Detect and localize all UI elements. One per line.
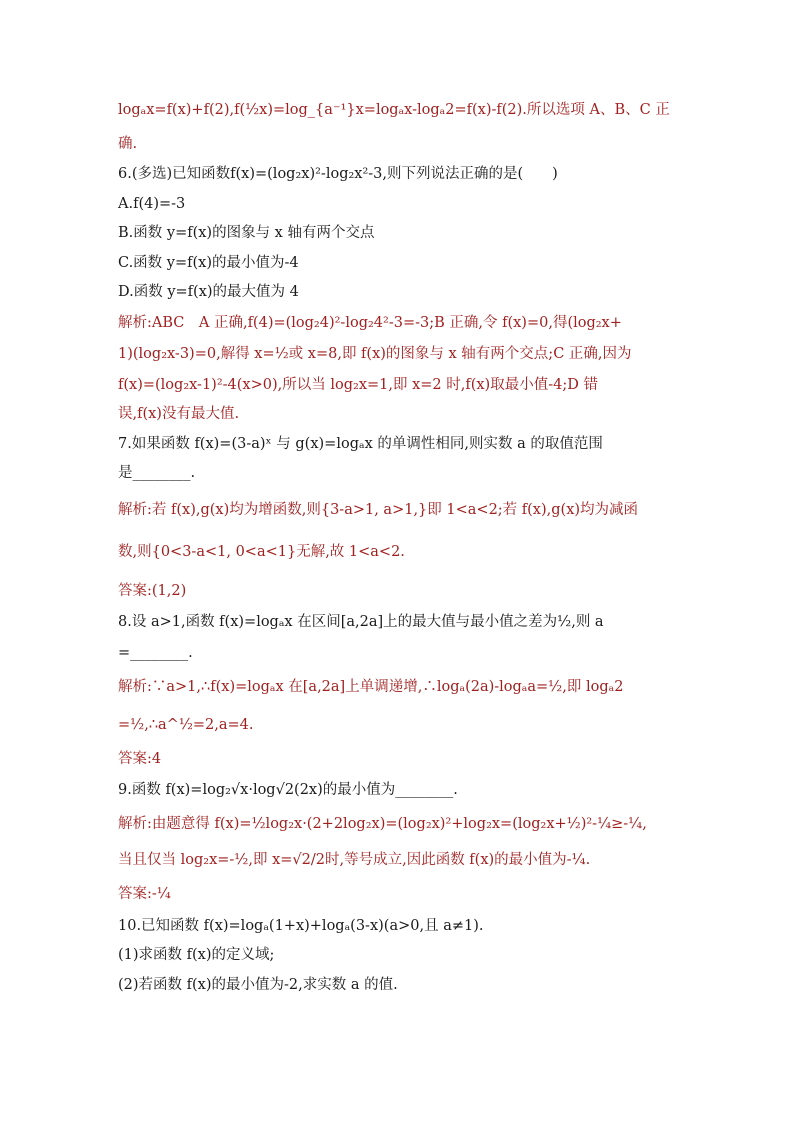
question-10-part-1: (1)求函数 f(x)的定义域; bbox=[118, 947, 275, 963]
question-9: 9.函数 f(x)=log₂√x·log√2(2x)的最小值为________. bbox=[118, 782, 458, 798]
q9-solution-line-2: 当且仅当 log₂x=-½,即 x=√2/2时,等号成立,因此函数 f(x)的最小值为-¼. bbox=[118, 852, 591, 868]
q8-answer: 答案:4 bbox=[118, 751, 162, 767]
q6-solution-line-3: f(x)=(log₂x-1)²-4(x>0),所以当 log₂x=1,即 x=2 时,f(x)取最小值-4;D 错 bbox=[118, 377, 598, 393]
question-10: 10.已知函数 f(x)=logₐ(1+x)+logₐ(3-x)(a>0,且 a≠1). bbox=[118, 918, 484, 934]
question-10-part-2: (2)若函数 f(x)的最小值为-2,求实数 a 的值. bbox=[118, 977, 398, 993]
q6-option-a: A.f(4)=-3 bbox=[118, 196, 186, 212]
q8-solution-line-2: =½,∴a^½=2,a=4. bbox=[118, 717, 254, 733]
question-7-line-1: 7.如果函数 f(x)=(3-a)ˣ 与 g(x)=logₐx 的单调性相同,则实数 a 的取值范围 bbox=[118, 436, 603, 452]
q9-solution-line-1: 解析:由题意得 f(x)=½log₂x·(2+2log₂x)=(log₂x)²+log₂x=(log₂x+½)²-¼≥-¼, bbox=[118, 816, 647, 832]
q9-answer: 答案:-¼ bbox=[118, 886, 171, 902]
q6-option-c: C.函数 y=f(x)的最小值为-4 bbox=[118, 255, 299, 271]
q8-solution-line-1: 解析:∵a>1,∴f(x)=logₐx 在[a,2a]上单调递增,∴logₐ(2a)-logₐa=½,即 logₐ2 bbox=[118, 679, 624, 695]
question-8-line-1: 8.设 a>1,函数 f(x)=logₐx 在区间[a,2a]上的最大值与最小值之差为½,则 a bbox=[118, 614, 604, 630]
q7-solution-line-1: 解析:若 f(x),g(x)均为增函数,则{3-a>1, a>1,}即 1<a<2;若 f(x),g(x)均为减函 bbox=[118, 502, 639, 518]
q6-solution-line-2: 1)(log₂x-3)=0,解得 x=½或 x=8,即 f(x)的图象与 x 轴有两个交点;C 正确,因为 bbox=[118, 346, 632, 362]
q7-solution-line-2: 数,则{0<3-a<1, 0<a<1}无解,故 1<a<2. bbox=[118, 544, 405, 560]
q6-option-b: B.函数 y=f(x)的图象与 x 轴有两个交点 bbox=[118, 225, 375, 241]
q6-solution-line-4: 误,f(x)没有最大值. bbox=[118, 406, 240, 422]
question-6: 6.(多选)已知函数f(x)=(log₂x)²-log₂x²-3,则下列说法正确的是( ) bbox=[118, 166, 558, 182]
question-7-line-2: 是________. bbox=[118, 465, 196, 481]
question-8-line-2: =________. bbox=[118, 645, 193, 661]
solution-prev-line-1: logₐx=f(x)+f(2),f(½x)=log_{a⁻¹}x=logₐx-logₐ2=f(x)-f(2).所以选项 A、B、C 正 bbox=[118, 102, 670, 118]
q6-option-d: D.函数 y=f(x)的最大值为 4 bbox=[118, 284, 299, 300]
q6-solution-line-1: 解析:ABC A 正确,f(4)=(log₂4)²-log₂4²-3=-3;B 正确,令 f(x)=0,得(log₂x+ bbox=[118, 315, 622, 331]
q7-answer: 答案:(1,2) bbox=[118, 583, 187, 599]
solution-prev-line-2: 确. bbox=[118, 136, 138, 152]
